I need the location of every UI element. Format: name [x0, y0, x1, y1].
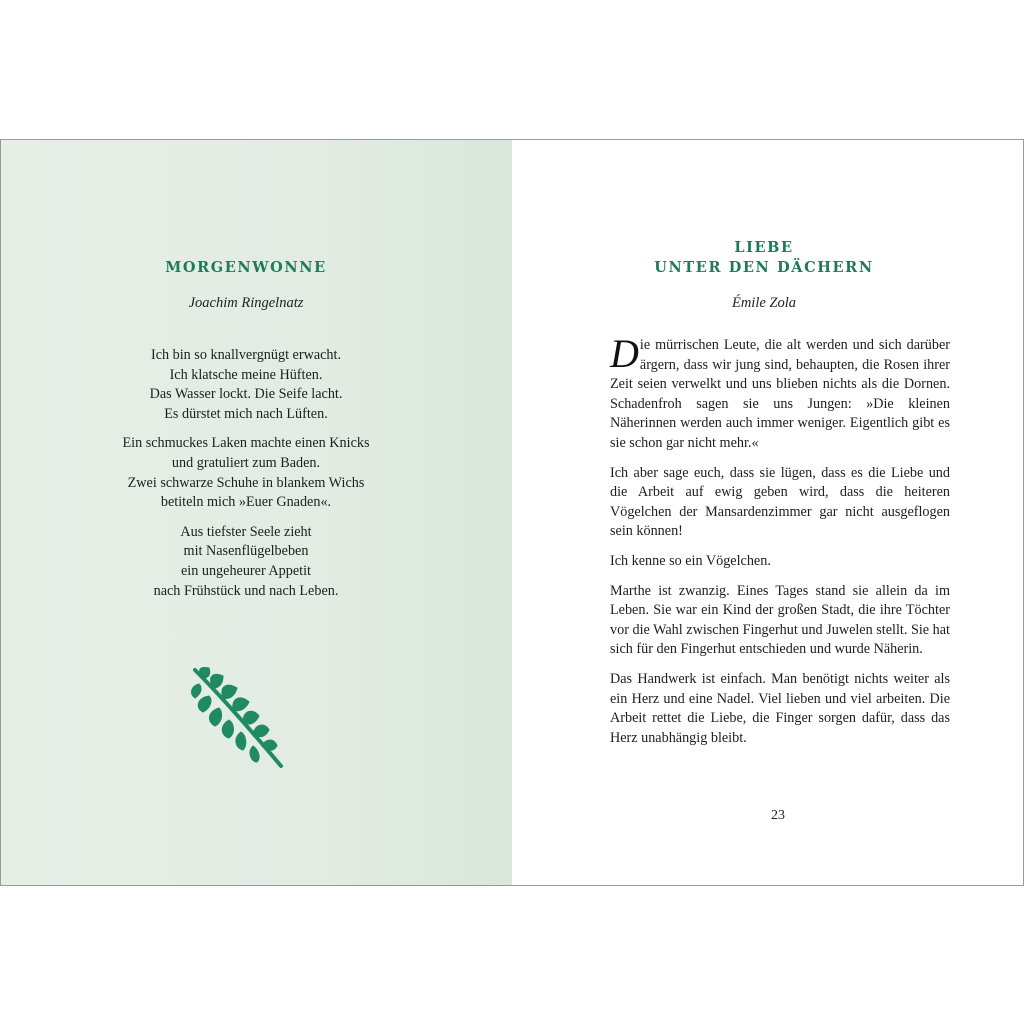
leaf-icon — [189, 666, 289, 770]
drop-cap: D — [610, 331, 639, 376]
poem-author: Joachim Ringelnatz — [188, 295, 304, 311]
paragraph: Marthe ist zwanzig. Eines Tages stand sie allein da im Leben. Sie war ein Kind der großen Stadt, die ihre Töchter vor die Wahl zwischen Fingerhut und Juwelen stellt. Sie hat sich für den Fingerhut entschieden und wurde Näherin. — [610, 582, 950, 658]
poem-title: MORGENWONNE — [165, 259, 327, 276]
story-title-line: LIEBE — [734, 239, 794, 256]
poem-line: Es dürstet mich nach Lüften. — [164, 405, 328, 422]
left-page — [1, 140, 512, 885]
poem-line: Ein schmuckes Laken machte einen Knicks — [122, 435, 370, 452]
story-body — [610, 331, 950, 758]
story-author: Émile Zola — [731, 295, 797, 311]
paragraph: Ich aber sage euch, dass sie lügen, dass es die Liebe und die Arbeit auf ewig geben wird, dass die heiteren Vögelchen der Mansardenzimmer gar nicht ausgeflogen sein können! — [610, 464, 950, 540]
story-title-line: UNTER DEN DÄCHERN — [654, 259, 874, 276]
story-title — [608, 238, 920, 278]
paragraph-text: ie mürrischen Leute, die alt werden und sich darüber ärgern, dass wir jung sind, behaupten, die Rosen ihrer Zeit seien verwelkt und uns blieben nichts als die Dornen. Schadenfroh sagen sie uns Jungen: »Die kleinen Näherinnen werden auch immer weniger. Eigentlich gibt es sie schon gar nicht mehr.« — [610, 337, 950, 451]
poem-line: betiteln mich »Euer Gnaden«. — [160, 494, 332, 511]
poem-line: nach Frühstück und nach Leben. — [153, 582, 339, 599]
poem-body — [1, 346, 491, 611]
poem-stanza — [1, 346, 491, 424]
paragraph — [610, 331, 950, 454]
poem-line: und gratuliert zum Baden. — [171, 454, 321, 471]
poem-line: mit Nasenflügelbeben — [183, 543, 309, 560]
poem-line: Ich bin so knallvergnügt erwacht. — [150, 347, 342, 363]
paragraph: Das Handwerk ist einfach. Man benötigt nichts weiter als ein Herz und eine Nadel. Viel lieben und viel arbeiten. Die Arbeit rettet die Liebe, die Finger sorgen dafür, dass das Herz unabhängig bleibt. — [610, 670, 950, 746]
poem-stanza — [1, 523, 491, 601]
right-page — [512, 140, 1023, 885]
poem-line: Das Wasser lockt. Die Seife lacht. — [149, 386, 343, 403]
poem-line: Ich klatsche meine Hüften. — [169, 366, 323, 383]
page-number: 23 — [771, 808, 785, 823]
book-spread — [0, 139, 1024, 886]
poem-line: Zwei schwarze Schuhe in blankem Wichs — [127, 474, 365, 491]
poem-stanza — [1, 434, 491, 512]
paragraph: Ich kenne so ein Vögelchen. — [610, 552, 771, 569]
poem-line: Aus tiefster Seele zieht — [180, 523, 312, 540]
poem-line: ein ungeheurer Appetit — [180, 562, 311, 579]
